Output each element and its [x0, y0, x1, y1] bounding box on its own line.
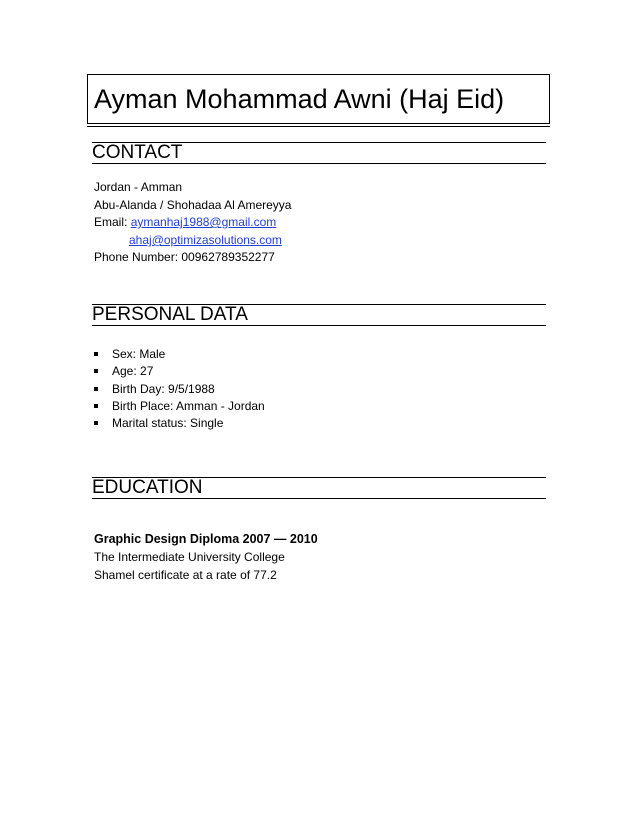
personal-sex: Sex: Male	[112, 347, 166, 361]
bullet-icon	[94, 387, 98, 391]
education-degree: Graphic Design Diploma 2007 — 2010	[94, 532, 318, 546]
contact-email-row	[94, 215, 276, 229]
name-header-box	[87, 74, 550, 124]
personal-heading: PERSONAL DATA	[92, 304, 248, 325]
contact-heading: CONTACT	[92, 142, 183, 163]
personal-age: Age: 27	[112, 364, 154, 378]
bullet-icon	[94, 369, 98, 373]
name-box-underline	[87, 126, 550, 127]
education-heading-bar	[92, 477, 546, 499]
contact-heading-bar	[92, 142, 546, 164]
bullet-icon	[94, 421, 98, 425]
education-certificate: Shamel certificate at a rate of 77.2	[94, 568, 277, 582]
contact-phone: Phone Number: 00962789352277	[94, 250, 275, 264]
contact-email-row-2	[129, 233, 282, 247]
bullet-icon	[94, 404, 98, 408]
personal-birthday: Birth Day: 9/5/1988	[112, 382, 215, 396]
personal-marital: Marital status: Single	[112, 416, 224, 430]
education-heading: EDUCATION	[92, 477, 203, 498]
email-label: Email:	[94, 215, 131, 229]
contact-address: Abu-Alanda / Shohadaa Al Amereyya	[94, 198, 292, 212]
education-school: The Intermediate University College	[94, 550, 285, 564]
email-link-secondary[interactable]: ahaj@optimizasolutions.com	[129, 233, 282, 247]
resume-name: Ayman Mohammad Awni (Haj Eid)	[94, 84, 505, 114]
email-link-primary[interactable]: aymanhaj1988@gmail.com	[130, 215, 277, 229]
personal-heading-bar	[92, 304, 546, 326]
bullet-icon	[94, 352, 98, 356]
contact-location: Jordan - Amman	[94, 180, 183, 194]
personal-birthplace: Birth Place: Amman - Jordan	[112, 399, 265, 413]
